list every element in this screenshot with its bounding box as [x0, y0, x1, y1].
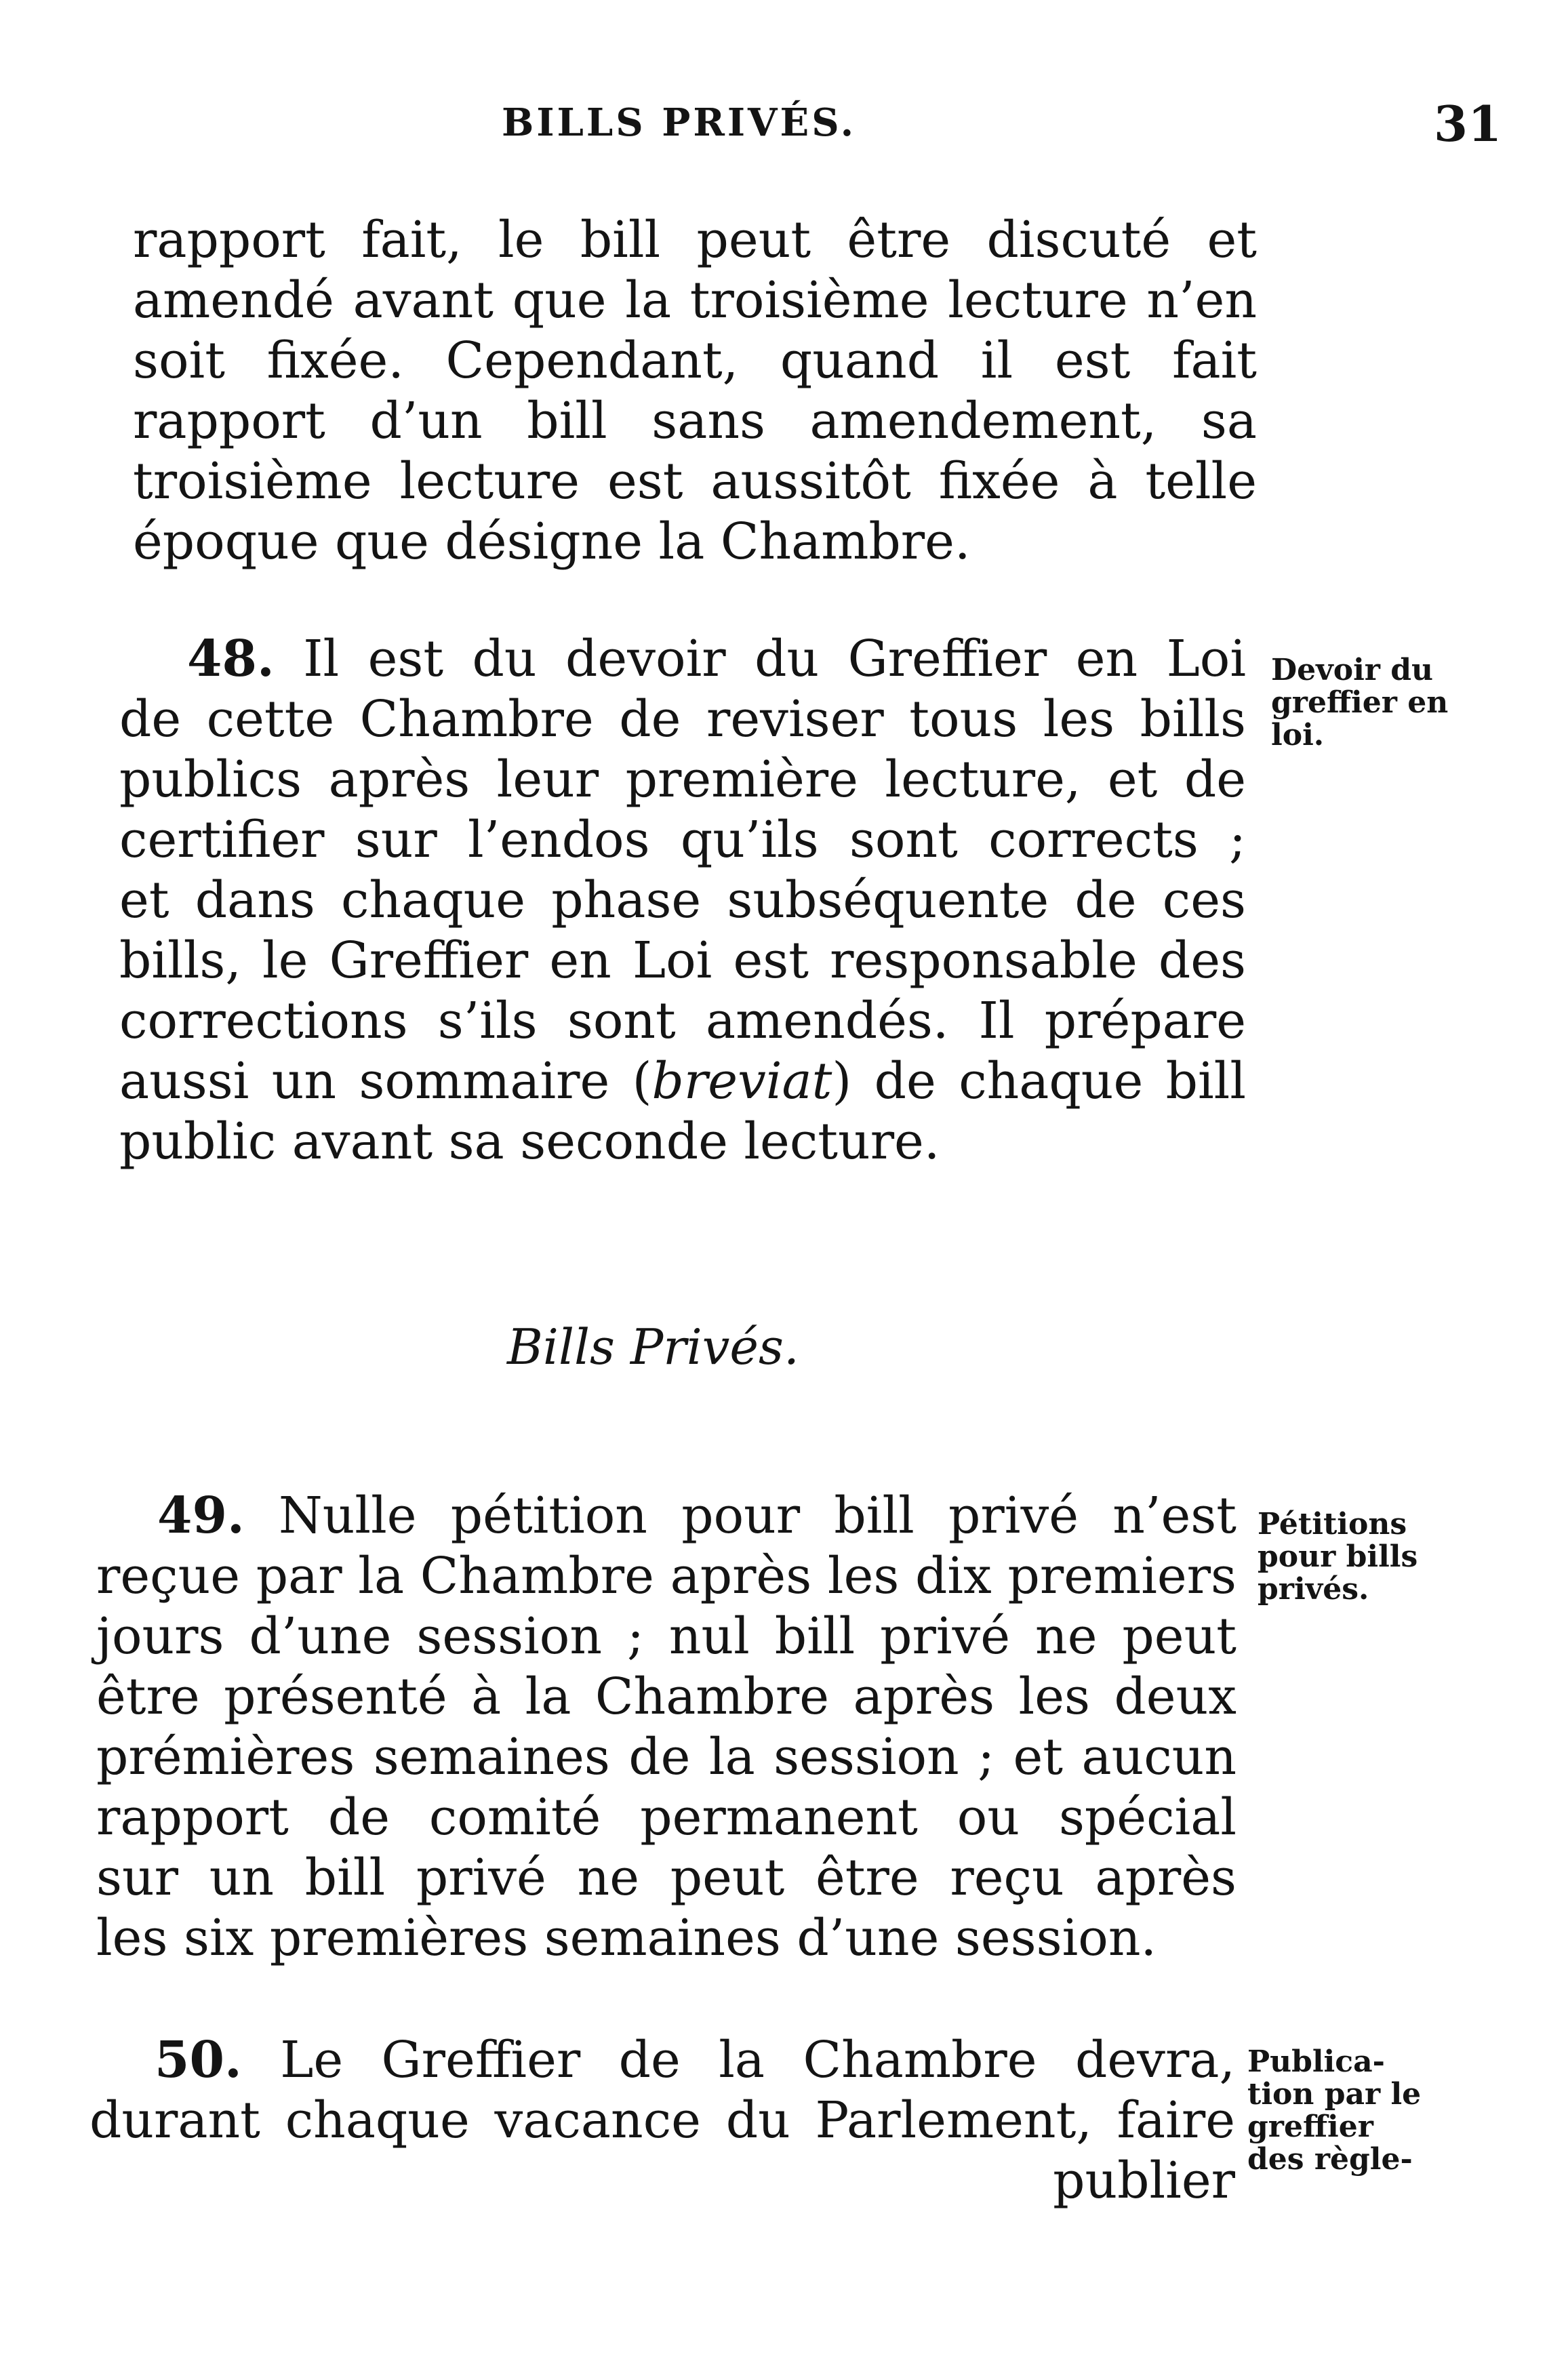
- text-line: prémières semaines de la session ; et aucun: [96, 1728, 1237, 1786]
- text-line: public avant sa seconde lecture.: [119, 1112, 940, 1171]
- margin-note-line: pour bills: [1258, 1539, 1418, 1574]
- article-48: [119, 629, 1246, 1172]
- text-line: être présenté à la Chambre après les deux: [96, 1668, 1237, 1726]
- text-fragment: ) de chaque bill: [832, 1052, 1246, 1110]
- text-line: les six premières semaines d’une session.: [96, 1909, 1157, 1967]
- margin-note-line: Publica-: [1247, 2044, 1385, 2079]
- text-fragment: Il est du devoir du Greffier en Loi: [303, 630, 1246, 688]
- text-line: amendé avant que la troisième lecture n’en: [133, 271, 1257, 329]
- margin-note-line: greffier: [1247, 2110, 1373, 2144]
- italic-term: breviat: [651, 1052, 832, 1110]
- article-number: 48.: [187, 630, 275, 688]
- margin-note-line: Devoir du: [1271, 653, 1434, 687]
- continuation-paragraph: [133, 210, 1257, 572]
- text-line: bills, le Greffier en Loi est responsable des: [119, 931, 1246, 990]
- article-first-line: [89, 2030, 1235, 2091]
- text-line: époque que désigne la Chambre.: [133, 512, 971, 571]
- text-line: soit fixée. Cependant, quand il est fait: [133, 331, 1257, 390]
- text-line: rapport d’un bill sans amendement, sa: [133, 392, 1257, 450]
- article-number: 50.: [155, 2031, 242, 2089]
- margin-note-line: Pétitions: [1258, 1507, 1407, 1541]
- text-line: jours d’une session ; nul bill privé ne peut: [96, 1607, 1237, 1666]
- text-line: reçue par la Chambre après les dix premiers: [96, 1547, 1237, 1605]
- text-line: et dans chaque phase subséquente de ces: [119, 871, 1246, 929]
- text-line: publier: [1053, 2152, 1235, 2210]
- margin-note-48: [1271, 654, 1448, 752]
- margin-note-49: [1258, 1508, 1418, 1606]
- article-first-line: [119, 629, 1246, 689]
- margin-note-line: loi.: [1271, 718, 1325, 752]
- article-50: [89, 2030, 1235, 2211]
- text-line: de cette Chambre de reviser tous les bills: [119, 690, 1246, 748]
- text-line: certifier sur l’endos qu’ils sont corrects ;: [119, 811, 1246, 869]
- text-line: troisième lecture est aussitôt fixée à telle: [133, 452, 1257, 510]
- article-number: 49.: [157, 1487, 245, 1545]
- margin-note-50: [1247, 2046, 1421, 2176]
- text-line: durant chaque vacance du Parlement, faire: [89, 2091, 1235, 2150]
- running-title: BILLS PRIVÉS.: [502, 100, 857, 145]
- margin-note-line: des règle-: [1247, 2142, 1413, 2177]
- margin-note-line: privés.: [1258, 1572, 1369, 1607]
- article-first-line: [96, 1486, 1237, 1546]
- margin-note-line: greffier en: [1271, 685, 1449, 720]
- text-line: rapport de comité permanent ou spécial: [96, 1788, 1237, 1847]
- text-line: corrections s’ils sont amendés. Il prépare: [119, 992, 1246, 1050]
- text-line: publics après leur première lecture, et de: [119, 750, 1246, 809]
- text-line: rapport fait, le bill peut être discuté et: [133, 211, 1257, 269]
- text-line-with-italic: [119, 1051, 1246, 1112]
- section-heading: Bills Privés.: [507, 1318, 799, 1375]
- text-fragment: Nulle pétition pour bill privé n’est: [279, 1487, 1237, 1545]
- text-line: sur un bill privé ne peut être reçu après: [96, 1849, 1237, 1907]
- text-fragment: Le Greffier de la Chambre devra,: [280, 2031, 1235, 2089]
- text-fragment: aussi un sommaire (: [119, 1052, 652, 1110]
- margin-note-line: tion par le: [1247, 2077, 1422, 2112]
- page-number: 31: [1434, 95, 1502, 153]
- article-49: [96, 1486, 1237, 1969]
